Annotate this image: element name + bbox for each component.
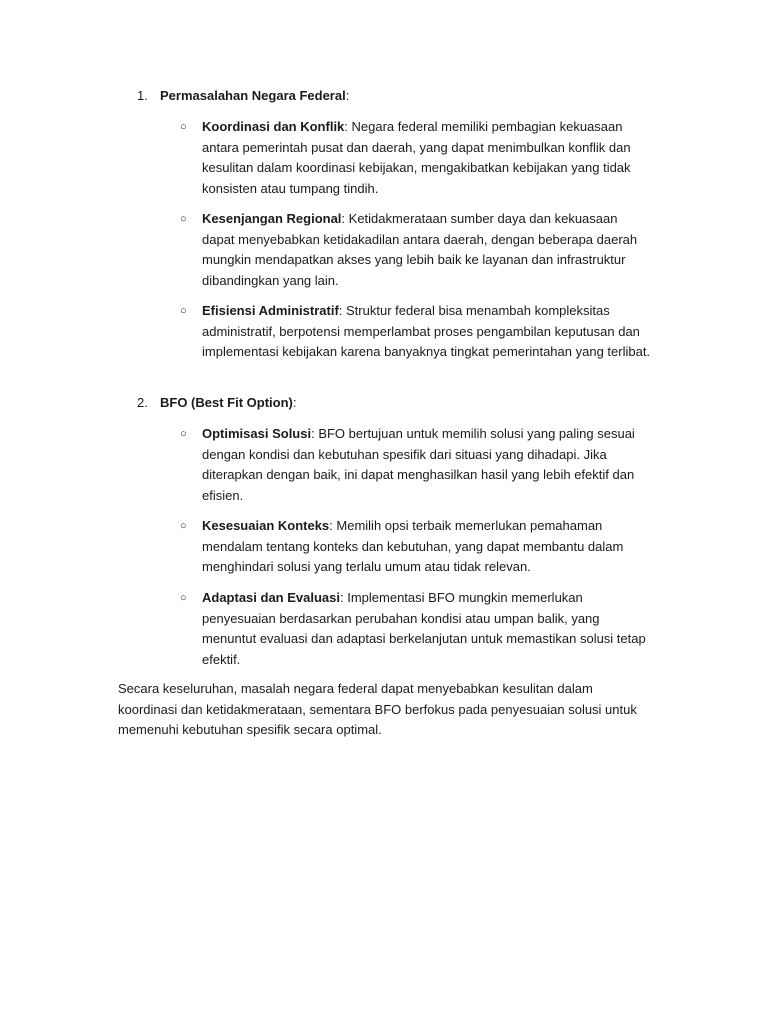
list-item-term: Koordinasi dan Konflik: [202, 119, 345, 134]
list-item-term: Efisiensi Administratif: [202, 303, 339, 318]
section-title-suffix: :: [292, 395, 297, 410]
hollow-circle-bullet-icon: ○: [180, 213, 187, 225]
section-title-suffix: :: [345, 88, 350, 103]
list-item-term: Optimisasi Solusi: [202, 426, 312, 441]
section-title: BFO (Best Fit Option): [160, 395, 293, 410]
list-item-text: [202, 209, 652, 291]
hollow-circle-bullet-icon: ○: [180, 592, 187, 604]
list-item-description: : Memilih opsi terbaik memerlukan pemahaman mendalam tentang konteks dan kebutuhan, yang dapat membantu dalam menghindari solusi yang terlalu umum atau tidak relevan.: [202, 518, 624, 575]
section-title: Permasalahan Negara Federal: [160, 88, 346, 103]
list-item-description: : Struktur federal bisa menambah kompleksitas administratif, berpotensi memperlambat proses pengambilan keputusan dan implementasi kebijakan karena banyaknya tingkat pemerintahan yang terlibat.: [202, 303, 651, 360]
section-number: 2.: [137, 395, 148, 410]
section-heading: [137, 86, 349, 107]
list-item-text: [202, 588, 652, 670]
hollow-circle-bullet-icon: ○: [180, 121, 187, 133]
list-item-description: : BFO bertujuan untuk memilih solusi yang paling sesuai dengan kondisi dan kebutuhan spesifik dari situasi yang dihadapi. Jika diterapkan dengan baik, ini dapat menghasilkan hasil yang lebih efektif dan efisien.: [202, 426, 635, 503]
list-item-description: : Implementasi BFO mungkin memerlukan penyesuaian berdasarkan perubahan kondisi atau umpan balik, yang menuntut evaluasi dan adaptasi berkelanjutan untuk memastikan solusi tetap efektif.: [202, 590, 646, 667]
list-item-description: : Ketidakmerataan sumber daya dan kekuasaan dapat menyebabkan ketidakadilan antara daerah, dengan beberapa daerah mungkin mendapatkan akses yang lebih baik ke layanan dan infrastruktur dibandingkan yang lain.: [202, 211, 638, 288]
section-number: 1.: [137, 88, 148, 103]
list-item-term: Kesesuaian Konteks: [202, 518, 330, 533]
hollow-circle-bullet-icon: ○: [180, 520, 187, 532]
list-item-term: Kesenjangan Regional: [202, 211, 342, 226]
section-heading: [137, 393, 297, 414]
list-item-text: [202, 424, 652, 506]
list-item-description: : Negara federal memiliki pembagian kekuasaan antara pemerintah pusat dan daerah, yang dapat menimbulkan konflik dan kesulitan dalam koordinasi kebijakan, mengakibatkan kebijakan yang tidak konsisten atau tumpang tindih.: [202, 119, 631, 196]
hollow-circle-bullet-icon: ○: [180, 305, 187, 317]
list-item-text: [202, 117, 652, 199]
list-item-text: [202, 516, 652, 578]
hollow-circle-bullet-icon: ○: [180, 428, 187, 440]
conclusion-paragraph: Secara keseluruhan, masalah negara federal dapat menyebabkan kesulitan dalam koordinasi dan ketidakmerataan, sementara BFO berfokus pada penyesuaian solusi untuk memenuhi kebutuhan spesifik secara optimal.: [118, 681, 637, 738]
list-item-text: [202, 301, 652, 363]
list-item-term: Adaptasi dan Evaluasi: [202, 590, 340, 605]
